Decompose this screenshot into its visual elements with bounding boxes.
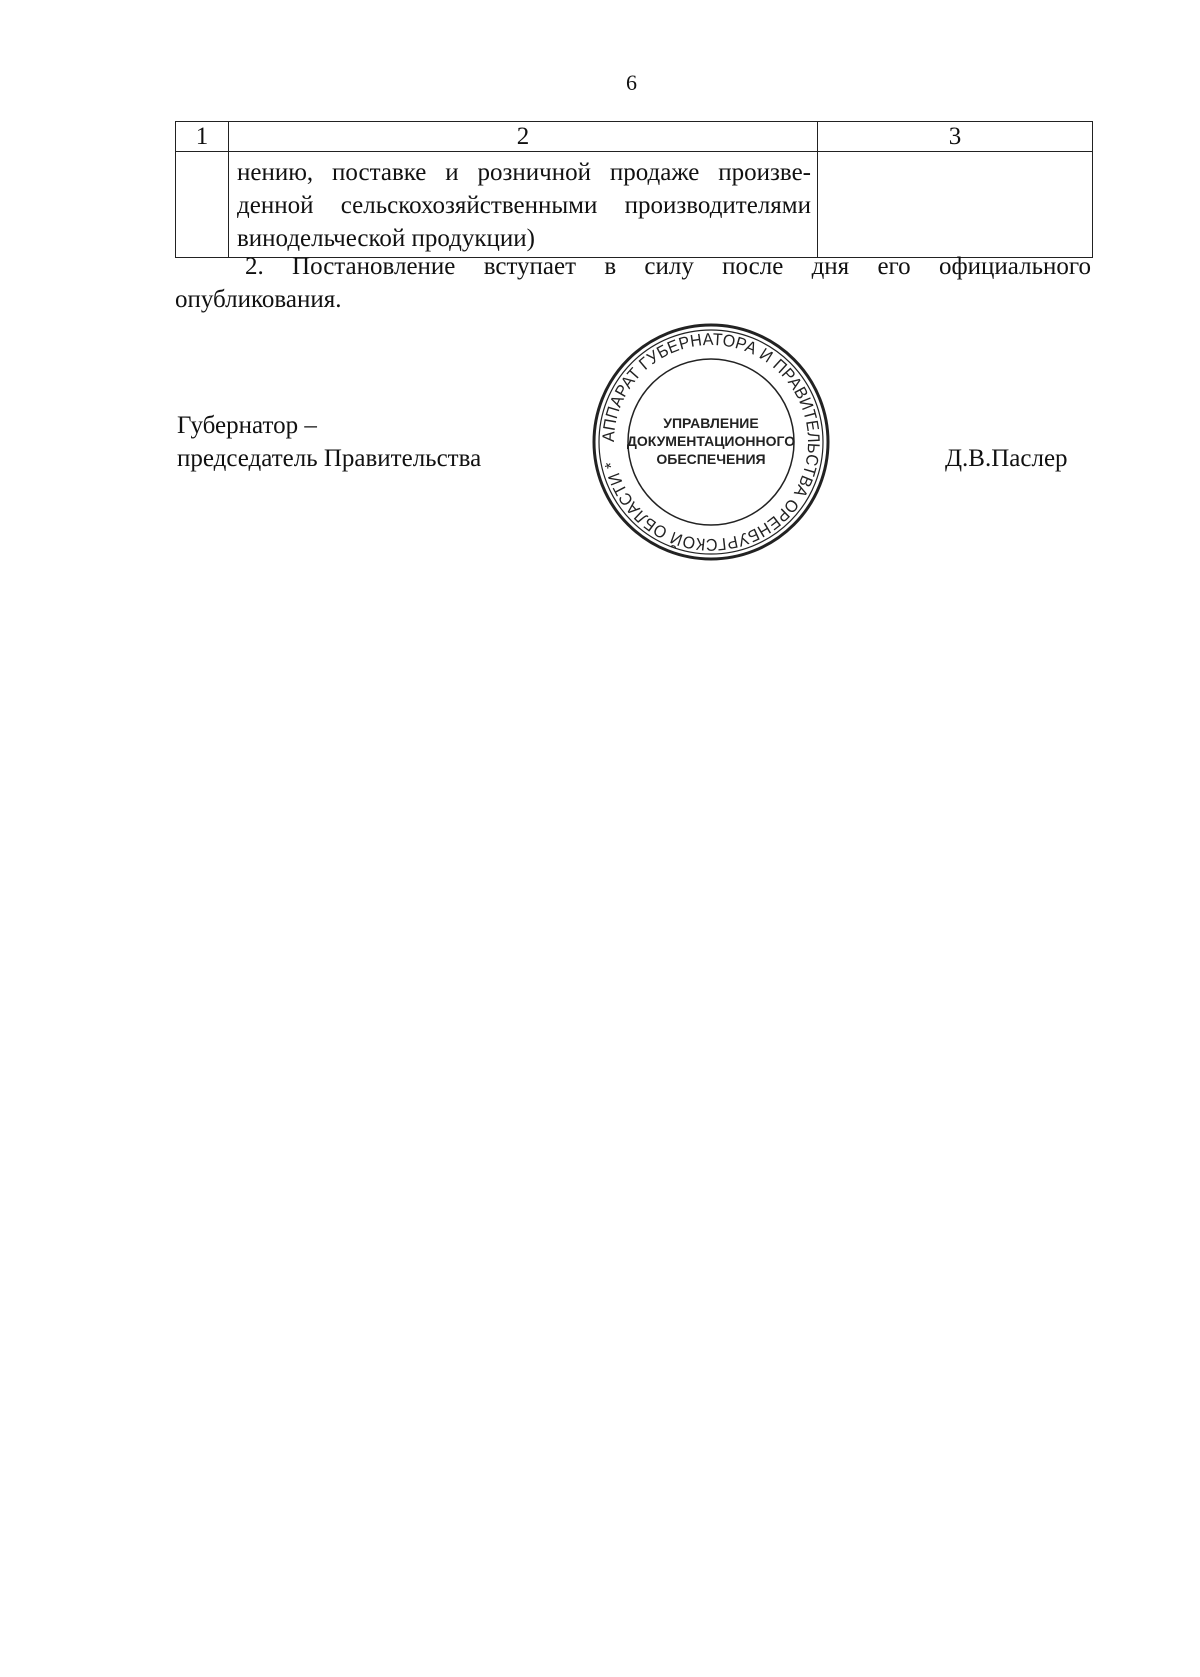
table-cell-col-2 xyxy=(229,152,818,258)
seal-center-line-1: УПРАВЛЕНИЕ xyxy=(663,415,759,431)
official-seal xyxy=(591,322,831,562)
signatory-position xyxy=(177,409,481,475)
table-cell-line-3: винодельческой продукции) xyxy=(237,225,536,252)
seal-center-line-2: ДОКУМЕНТАЦИОННОГО xyxy=(626,433,796,449)
continuation-table xyxy=(175,121,1093,258)
seal-center-line-3: ОБЕСПЕЧЕНИЯ xyxy=(656,451,766,467)
table-header-col-1: 1 xyxy=(176,122,229,152)
table-header-row xyxy=(176,122,1093,152)
paragraph-line-1: 2. Постановление вступает в силу после дня его официального xyxy=(245,253,1091,280)
signatory-name: Д.В.Паслер xyxy=(945,445,1068,472)
effective-date-paragraph xyxy=(175,250,1091,316)
signatory-position-line-1: Губернатор – xyxy=(177,412,317,439)
table-row xyxy=(176,152,1093,258)
seal-ring-text: АППАРАТ ГУБЕРНАТОРА И ПРАВИТЕЛЬСТВА ОРЕНБУРГСКОЙ ОБЛАСТИ * xyxy=(598,329,824,555)
table-cell-col-3 xyxy=(818,152,1093,258)
table-header-col-3: 3 xyxy=(818,122,1093,152)
signatory-position-line-2: председатель Правительства xyxy=(177,445,482,472)
table-cell-line-2: денной сельскохозяйственными производителями xyxy=(237,192,811,219)
table-cell-line-1: нению, поставке и розничной продаже произве- xyxy=(237,159,811,186)
page-number: 6 xyxy=(626,70,637,95)
table-header-col-2: 2 xyxy=(229,122,818,152)
table-cell-text xyxy=(229,152,817,257)
paragraph-line-2: опубликования. xyxy=(175,286,342,313)
table-cell-col-1 xyxy=(176,152,229,258)
